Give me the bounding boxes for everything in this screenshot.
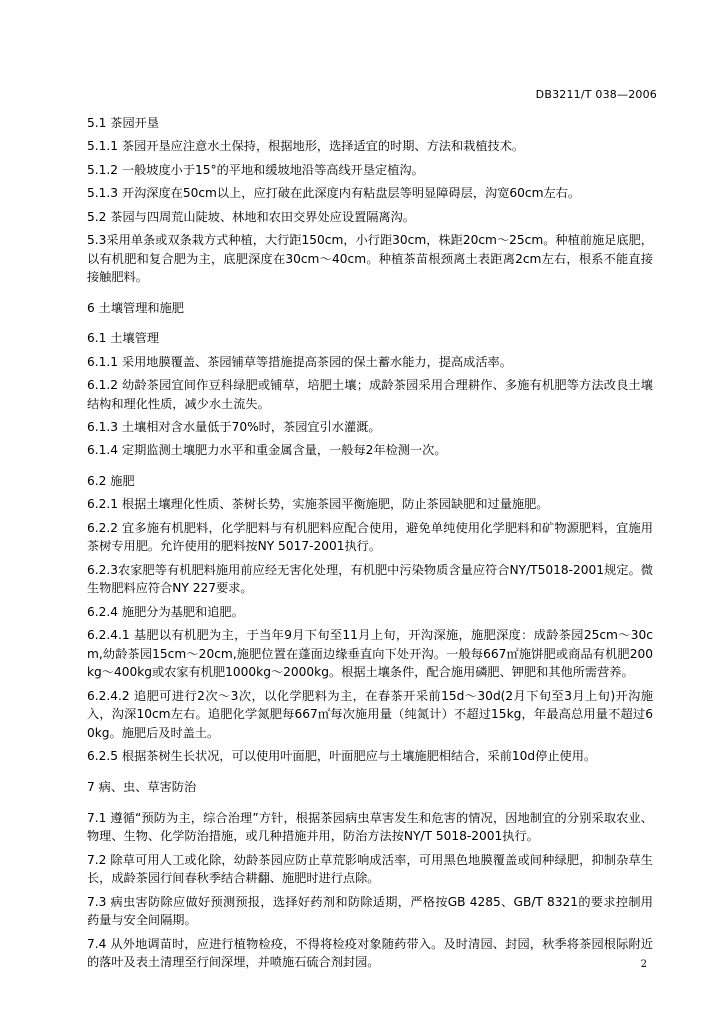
- clause-7-4: 7.4 从外地调苗时，应进行植物检疫，不得将检疫对象随药带入。及时清园、封园，秋季将茶园根际附近的落叶及表土清理至行间深埋，并喷施石硫合剂封园。: [87, 936, 653, 970]
- clause-6-1-3: 6.1.3 土壤相对含水量低于70%时，茶园宜引水灌溉。: [87, 420, 381, 435]
- clause-6-2-4: 6.2.4 施肥分为基肥和追肥。: [87, 604, 244, 619]
- clause-6-1-4: 6.1.4 定期监测土壤肥力水平和重金属含量，一般每2年检测一次。: [87, 443, 447, 458]
- clause-5-1-3: 5.1.3 开沟深度在50cm以上，应打破在此深度内有粘盘层等明显障碍层，沟宽60cm左右。: [87, 186, 581, 201]
- chapter-7-heading: 7 病、虫、草害防治: [87, 779, 197, 794]
- clause-6-2-5: 6.2.5 根据茶树生长状况，可以使用叶面肥，叶面肥应与土壤施肥相结合，采前10d停止使用。: [87, 749, 597, 764]
- section-6-2-heading: 6.2 施肥: [87, 474, 135, 489]
- clause-6-1-2: 6.1.2 幼龄茶园宜间作豆科绿肥或铺草，培肥土壤；成龄茶园采用合理耕作、多施有机肥等方法改良土壤结构和理化性质，减少水土流失。: [87, 378, 653, 411]
- clause-5-1-2: 5.1.2 一般坡度小于15°的平地和缓坡地沿等高线开垦定植沟。: [87, 162, 424, 177]
- clause-6-2-4-2: 6.2.4.2 追肥可进行2次～3次，以化学肥料为主，在春茶开采前15d～30d(2月下旬至3月上旬)开沟施入，沟深10cm左右。追肥化学氮肥每667㎡每次施用量（纯氮计）不超过15kg，年最高总用量不超过60kg。施肥后及时盖土。: [87, 688, 653, 740]
- clause-5-1-1: 5.1.1 茶园开垦应注意水土保持，根据地形，选择适宜的时期、方法和栽植技术。: [87, 139, 525, 154]
- clause-7-1: 7.1 遵循“预防为主，综合治理”方针，根据茶园病虫草害发生和危害的情况，因地制宜的分别采取农业、物理、生物、化学防治措施，或几种措施并用，防治方法按NY/T 5018-2001执行。: [87, 810, 653, 844]
- clause-5-3: 5.3采用单条或双条栽方式种植，大行距150cm，小行距30cm，株距20cm～25cm。种植前施足底肥，以有机肥和复合肥为主，底肥深度在30cm～40cm。种植茶苗根颈离土表距离2cm左右，根系不能直接接触肥料。: [87, 232, 653, 285]
- clause-6-1-1: 6.1.1 采用地膜覆盖、茶园铺草等措施提高茶园的保土蓄水能力，提高成活率。: [87, 354, 512, 369]
- document-body: [87, 114, 653, 977]
- clause-7-2: 7.2 除草可用人工或化除，幼龄茶园应防止草荒影响成活率，可用黑色地膜覆盖或间种绿肥，抑制杂草生长，成龄茶园行间春秋季结合耕翻、施肥时进行点除。: [87, 852, 653, 886]
- clause-6-2-1: 6.2.1 根据土壤理化性质、茶树长势，实施茶园平衡施肥，防止茶园缺肥和过量施肥。: [87, 497, 549, 512]
- clause-6-2-4-1: 6.2.4.1 基肥以有机肥为主，于当年9月下旬至11月上旬，开沟深施，施肥深度：成龄茶园25cm～30cm,幼龄茶园15cm～20cm,施肥位置在蓬面边缘垂直向下处开沟。一般每667㎡施饼肥或商品有机肥200kg～400kg或农家有机肥1000kg～2000kg。根据土壤条件，配合施用磷肥、钾肥和其他所需营养。: [87, 628, 653, 680]
- clause-5-2: 5.2 茶园与四周荒山陡坡、林地和农田交界处应设置隔离沟。: [87, 209, 415, 224]
- section-6-1-heading: 6.1 土壤管理: [87, 331, 160, 346]
- document-code: DB3211/T 038—2006: [535, 88, 657, 101]
- section-5-1-heading: 5.1 茶园开垦: [87, 116, 160, 130]
- clause-6-2-3: 6.2.3农家肥等有机肥料施用前应经无害化处理，有机肥中污染物质含量应符合NY/T5018-2001规定。微生物肥料应符合NY 227要求。: [87, 562, 653, 596]
- page-number: 2: [640, 959, 647, 970]
- clause-6-2-2: 6.2.2 宜多施有机肥料，化学肥料与有机肥料应配合使用，避免单纯使用化学肥料和矿物源肥料，宜施用茶树专用肥。允许使用的肥料按NY 5017-2001执行。: [87, 520, 653, 554]
- chapter-6-heading: 6 土壤管理和施肥: [87, 300, 184, 315]
- clause-7-3: 7.3 病虫害防除应做好预测预报，选择好药剂和防除适期，严格按GB 4285、GB/T 8321的要求控制用药量与安全间隔期。: [87, 894, 653, 928]
